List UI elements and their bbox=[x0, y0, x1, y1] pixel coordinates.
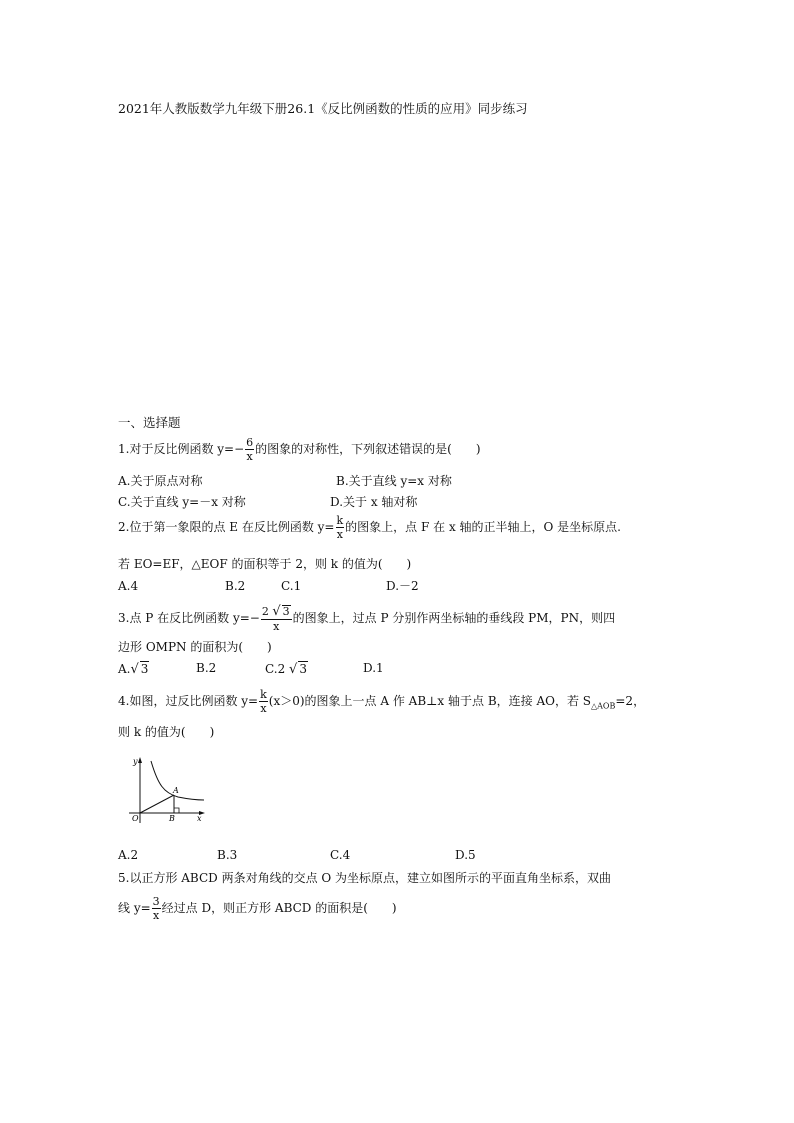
q3-numerator-coefficient: 2 bbox=[261, 605, 269, 618]
q1-option-d: D.关于 x 轴对称 bbox=[330, 495, 418, 509]
radical-sign: √ bbox=[272, 604, 281, 619]
q4-stem-line2: 则 k 的值为( ) bbox=[118, 725, 215, 739]
figure-label-o: O bbox=[132, 814, 139, 823]
q2-stem-line2: 若 EO=EF，△EOF 的面积等于 2，则 k 的值为( ) bbox=[118, 557, 412, 571]
q3-option-a-radicand: 3 bbox=[140, 662, 149, 676]
q3-option-a-label: A. bbox=[118, 662, 131, 676]
q3-option-d: D.1 bbox=[363, 661, 384, 675]
document-title: 2021年人教版数学九年级下册26.1《反比例函数的性质的应用》同步练习 bbox=[118, 101, 528, 116]
q4-stem-start: 4.如图，过反比例函数 y= bbox=[118, 694, 259, 708]
q4-option-d: D.5 bbox=[455, 848, 476, 862]
question-4-stem bbox=[118, 688, 645, 719]
q5-fraction-numerator: 3 bbox=[152, 895, 160, 908]
q1-fraction-denominator: x bbox=[246, 450, 253, 463]
q1-fraction bbox=[245, 437, 254, 462]
q4-option-a: A.2 bbox=[118, 848, 139, 862]
q2-option-c: C.1 bbox=[281, 579, 302, 593]
q4-option-b: B.3 bbox=[217, 848, 238, 862]
q2-stem-start: 2.位于第一象限的点 E 在反比例函数 y= bbox=[118, 520, 335, 534]
q3-option-c-label: C.2 bbox=[265, 662, 286, 676]
segment-ao bbox=[140, 795, 174, 813]
radical-sign: √ bbox=[289, 662, 298, 677]
q3-fraction bbox=[261, 605, 292, 632]
q2-stem-end: 的图象上，点 F 在 x 轴的正半轴上，O 是坐标原点. bbox=[345, 520, 621, 534]
q1-stem-end: 的图象的对称性，下列叙述错误的是( ) bbox=[255, 442, 481, 456]
section-heading: 一、选择题 bbox=[118, 415, 181, 430]
q2-fraction-denominator: x bbox=[336, 528, 343, 541]
q1-stem-start: 1.对于反比例函数 y=− bbox=[118, 442, 245, 456]
q5-stem-start: 线 y= bbox=[118, 901, 151, 915]
q5-fraction bbox=[152, 896, 161, 921]
q5-fraction-denominator: x bbox=[153, 909, 160, 922]
q4-fraction-numerator: k bbox=[260, 688, 267, 701]
q4-stem-middle: (x＞0)的图象上一点 A 作 AB⊥x 轴于点 B，连接 AO，若 S bbox=[268, 694, 591, 708]
q3-option-c-radicand: 3 bbox=[299, 662, 307, 676]
q1-option-a: A.关于原点对称 bbox=[118, 474, 203, 488]
q1-fraction-numerator: 6 bbox=[246, 436, 254, 449]
q2-option-b: B.2 bbox=[225, 579, 246, 593]
q4-option-c: C.4 bbox=[330, 848, 351, 862]
q2-option-a: A.4 bbox=[118, 579, 139, 593]
figure-y-arrow bbox=[138, 757, 142, 763]
q4-figure bbox=[126, 755, 210, 829]
figure-label-y: y bbox=[133, 757, 138, 766]
question-1-stem bbox=[118, 436, 481, 462]
figure-label-x: x bbox=[197, 814, 202, 823]
q4-stem-end: =2， bbox=[615, 694, 646, 708]
q3-fraction-numerator bbox=[261, 605, 292, 620]
q1-option-c: C.关于直线 y=－x 对称 bbox=[118, 495, 246, 509]
q3-option-c bbox=[265, 661, 308, 677]
q4-fraction-denominator: x bbox=[260, 702, 267, 715]
right-angle-mark bbox=[174, 808, 179, 813]
q2-fraction bbox=[336, 515, 345, 540]
question-3-stem bbox=[118, 600, 615, 636]
figure-label-a: A bbox=[173, 786, 179, 795]
q3-option-a bbox=[118, 661, 149, 677]
q3-stem-line2: 边形 OMPN 的面积为( ) bbox=[118, 640, 272, 654]
q4-fraction bbox=[259, 689, 268, 714]
q1-option-b: B.关于直线 y=x 对称 bbox=[336, 474, 452, 488]
question-2-stem bbox=[118, 514, 621, 540]
q3-stem-start: 3.点 P 在反比例函数 y=− bbox=[118, 611, 260, 625]
q2-option-d: D.－2 bbox=[386, 579, 419, 593]
radical-sign: √ bbox=[130, 662, 139, 677]
q3-numerator-radicand: 3 bbox=[282, 605, 290, 618]
q3-stem-end: 的图象上，过点 P 分别作两坐标轴的垂线段 PM，PN，则四 bbox=[292, 611, 616, 625]
q2-fraction-numerator: k bbox=[336, 514, 344, 527]
q3-fraction-denominator: x bbox=[273, 620, 280, 633]
q4-area-subscript: △AOB bbox=[591, 701, 616, 711]
question-5-stem: 5.以正方形 ABCD 两条对角线的交点 O 为坐标原点，建立如图所示的平面直角坐标系，双曲 bbox=[118, 871, 612, 885]
figure-label-b: B bbox=[169, 814, 175, 823]
q5-stem-end: 经过点 D，则正方形 ABCD 的面积是( ) bbox=[161, 901, 397, 915]
q5-stem-line2 bbox=[118, 895, 397, 921]
q3-option-b: B.2 bbox=[196, 661, 217, 675]
